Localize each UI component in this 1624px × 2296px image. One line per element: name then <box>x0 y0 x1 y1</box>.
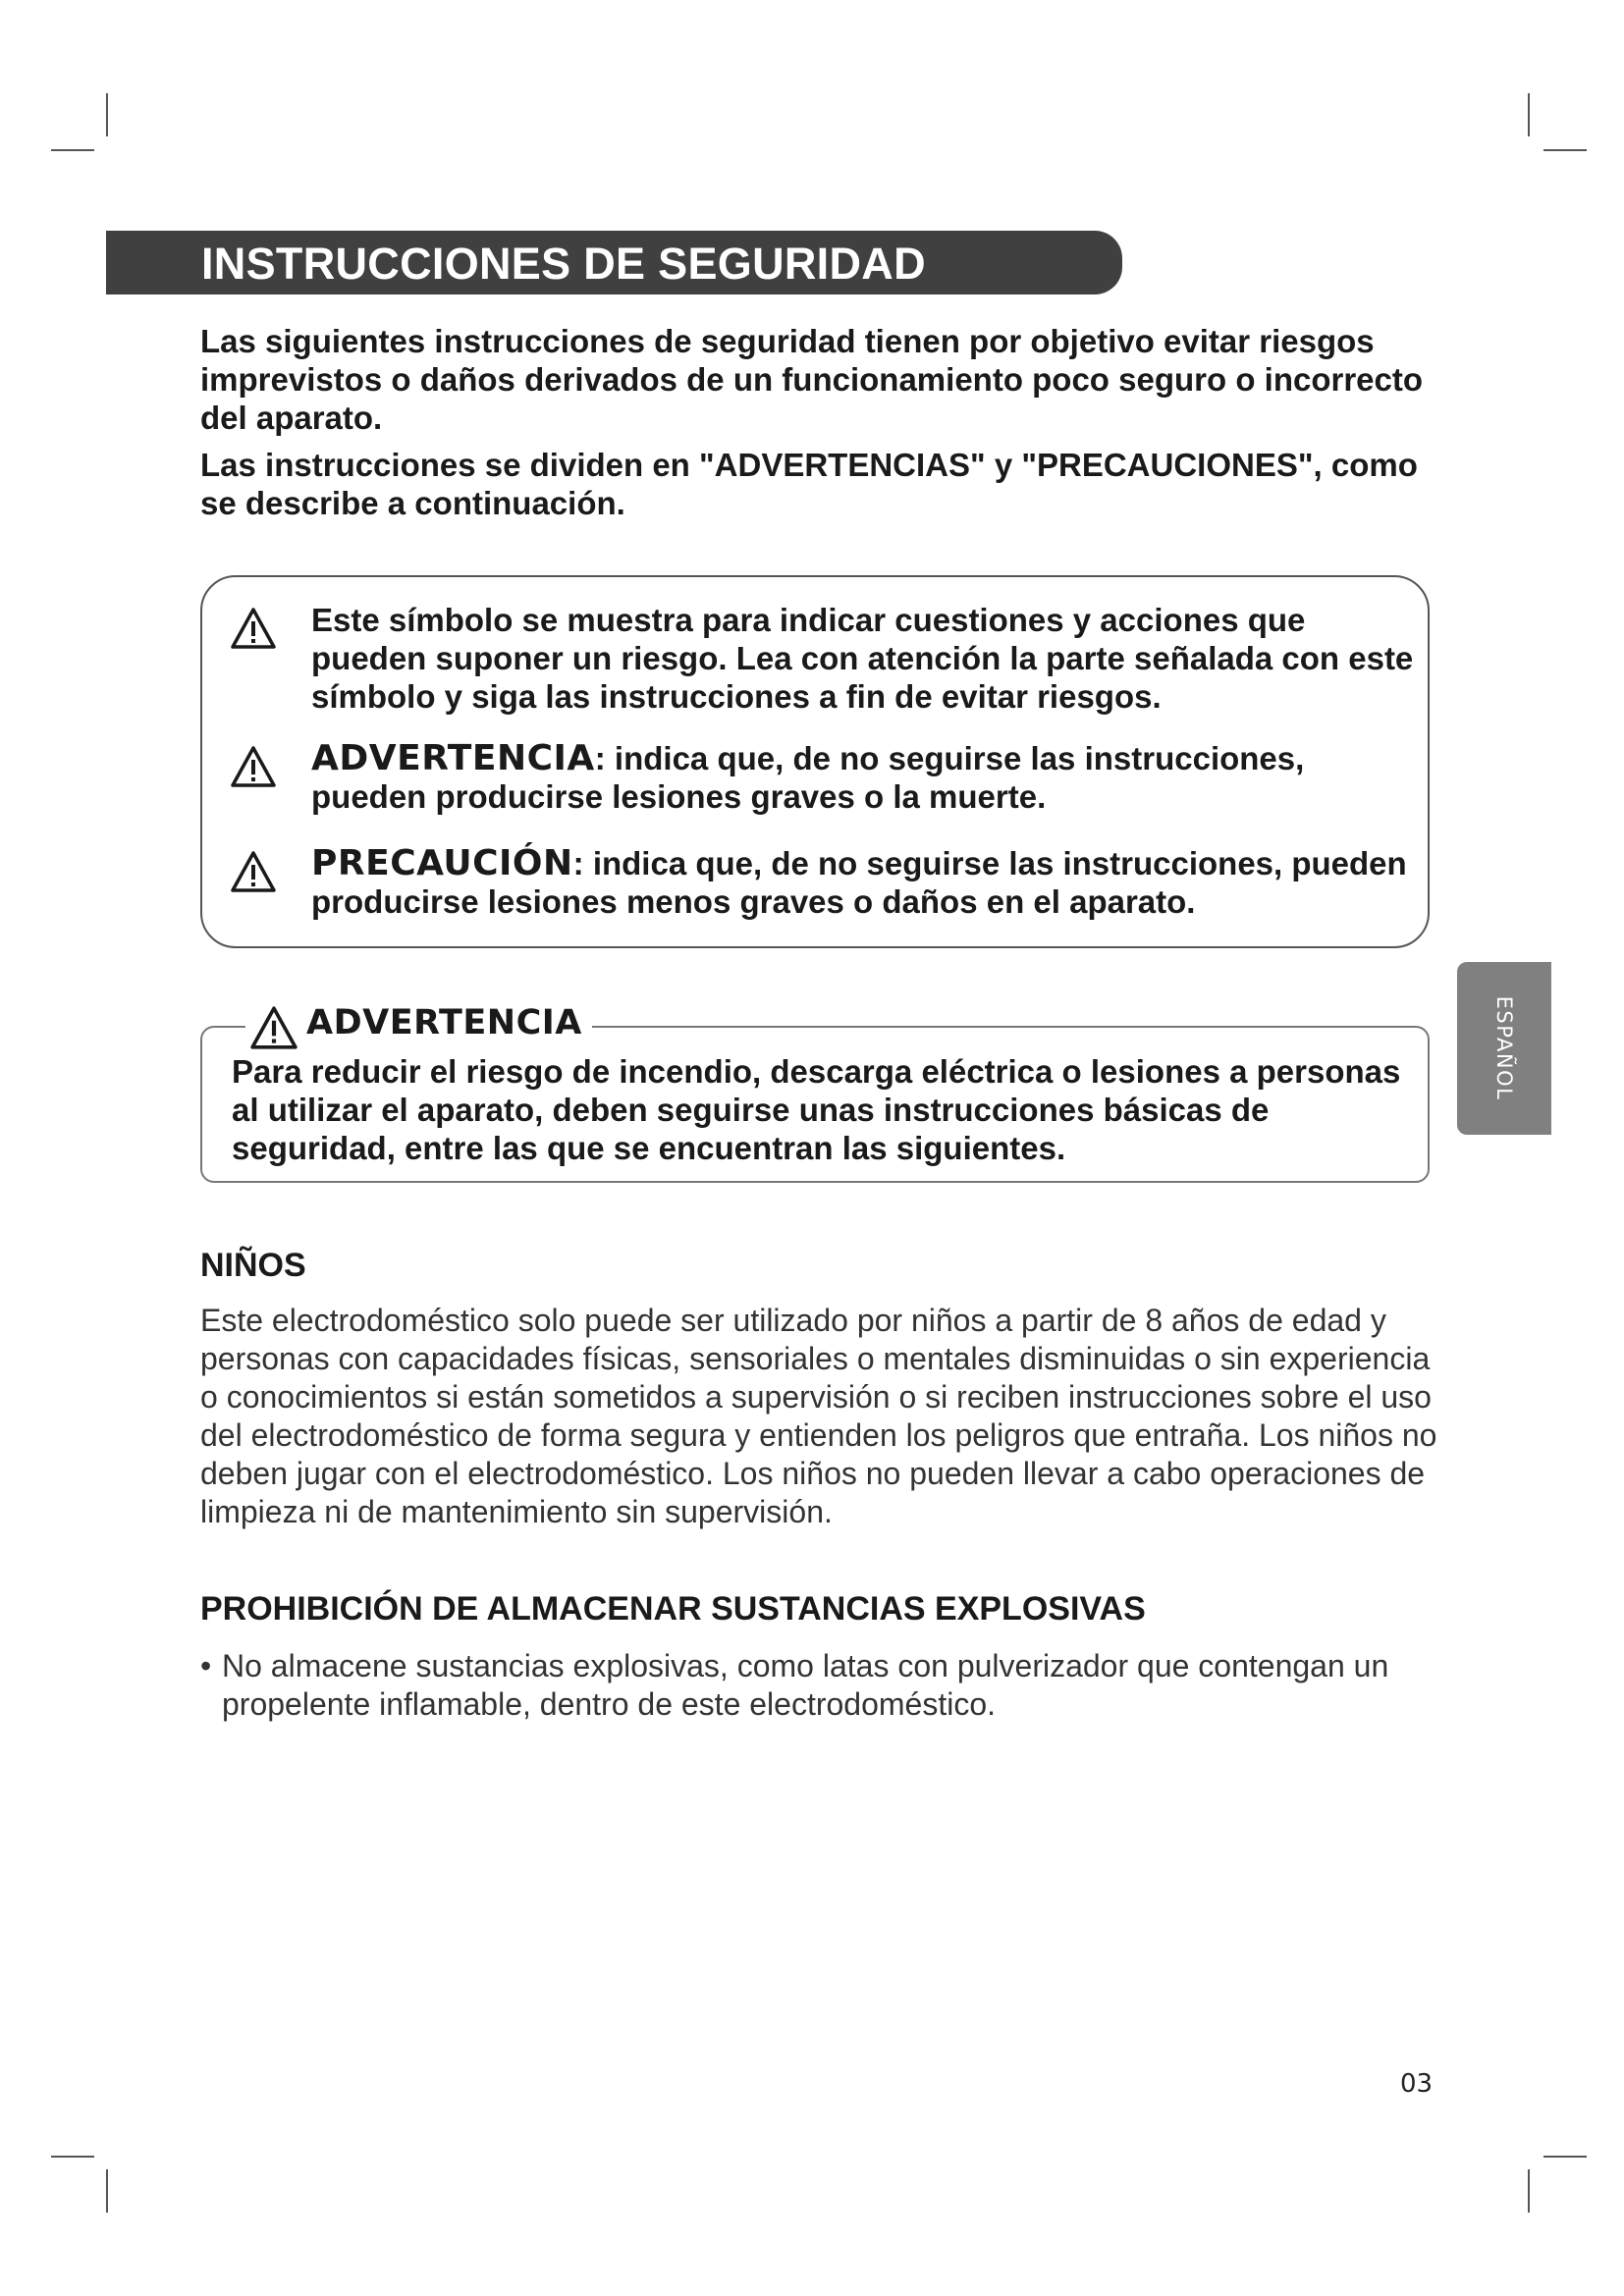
page-number: 03 <box>1400 2069 1434 2099</box>
language-tab-label: ESPAÑOL <box>1492 995 1516 1101</box>
warning-keyword: ADVERTENCIA <box>311 738 595 778</box>
symbol-legend-box <box>200 575 1430 948</box>
crop-mark-top-right-h <box>1543 149 1587 151</box>
caution-definition-text <box>311 844 1421 921</box>
page-title: INSTRUCCIONES DE SEGURIDAD <box>201 239 926 289</box>
intro-paragraph-2: Las instrucciones se dividen en "ADVERTENCIAS" y "PRECAUCIONES", como se describe a continuación. <box>200 447 1418 521</box>
warning-box-legend <box>245 1001 592 1050</box>
warning-definition-text <box>311 739 1421 816</box>
warning-definition: : indica que, de no seguirse las instrucciones, pueden producirse lesiones graves o la muerte. <box>311 740 1305 815</box>
warning-box-text: Para reducir el riesgo de incendio, descarga eléctrica o lesiones a personas al utilizar el aparato, deben seguirse unas instrucciones básicas de seguridad, entre las que se encuentran las siguientes. <box>232 1053 1401 1166</box>
children-heading: NIÑOS <box>200 1247 306 1284</box>
explosives-bullet-text: No almacene sustancias explosivas, como latas con pulverizador que contengan un propelente inflamable, dentro de este electrodoméstico. <box>222 1648 1389 1722</box>
crop-mark-bottom-left-v <box>106 2169 108 2213</box>
children-text: Este electrodoméstico solo puede ser utilizado por niños a partir de 8 años de edad y personas con capacidades físicas, sensoriales o mentales disminuidas o sin experiencia o conocimientos si están sometidos a supervisión o si reciben instrucciones sobre el uso del electrodoméstico de forma segura y entienden los peligros que entraña. Los niños no deben jugar con el electrodoméstico. Los niños no pueden llevar a cabo operaciones de limpieza ni de mantenimiento sin supervisión. <box>200 1303 1437 1529</box>
warning-triangle-icon <box>230 745 277 788</box>
intro-paragraph-1: Las siguientes instrucciones de seguridad tienen por objetivo evitar riesgos imprevistos o daños derivados de un funcionamiento poco seguro o incorrecto del aparato. <box>200 323 1424 436</box>
section-title-bar <box>106 231 1122 294</box>
warning-box-label: ADVERTENCIA <box>306 1003 582 1042</box>
crop-mark-bottom-right-v <box>1528 2169 1530 2213</box>
warning-triangle-icon <box>230 607 277 650</box>
warning-triangle-icon <box>249 1005 298 1050</box>
caution-definition: : indica que, de no seguirse las instrucciones, pueden producirse lesiones menos graves o daños en el aparato. <box>311 845 1407 920</box>
language-tab <box>1457 962 1551 1135</box>
explosives-heading: PROHIBICIÓN DE ALMACENAR SUSTANCIAS EXPLOSIVAS <box>200 1590 1146 1628</box>
warning-triangle-icon <box>230 850 277 893</box>
bullet-dot: • <box>200 1648 212 1683</box>
crop-mark-bottom-right-h <box>1543 2156 1587 2158</box>
intro-text <box>200 322 1437 531</box>
crop-mark-bottom-left-h <box>51 2156 94 2158</box>
crop-mark-top-right-v <box>1528 93 1530 136</box>
crop-mark-top-left-v <box>106 93 108 136</box>
symbol-note-text: Este símbolo se muestra para indicar cuestiones y acciones que pueden suponer un riesgo. Lea con atención la parte señalada con este símbolo y siga las instrucciones a fin de evitar riesgos. <box>311 602 1414 715</box>
caution-keyword: PRECAUCIÓN <box>311 843 573 883</box>
crop-mark-top-left-h <box>51 149 94 151</box>
